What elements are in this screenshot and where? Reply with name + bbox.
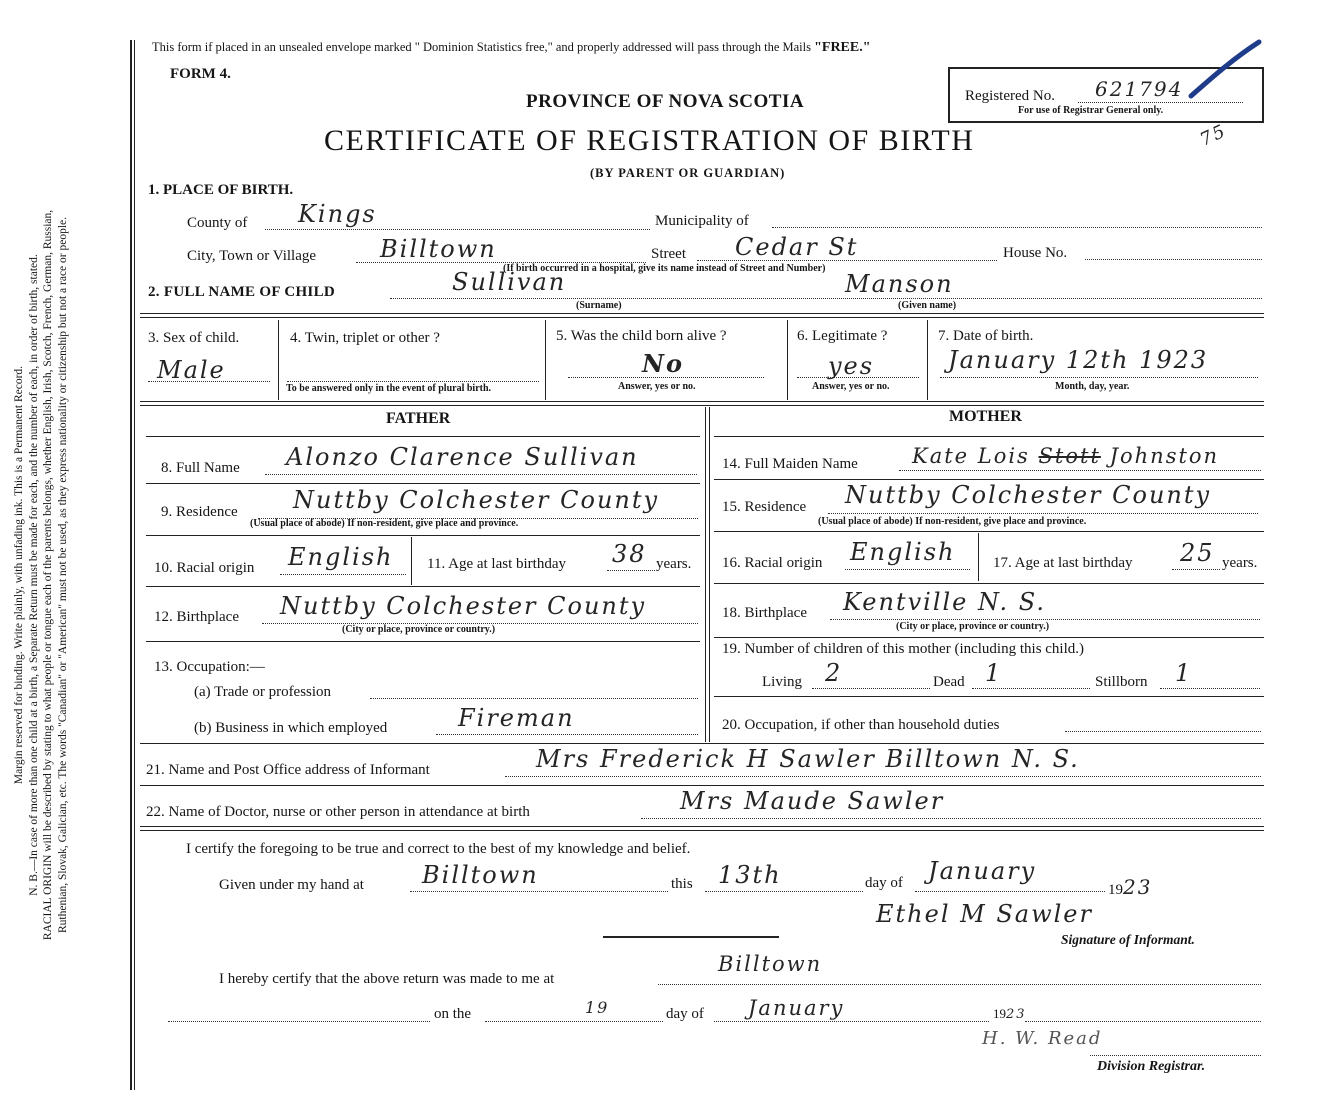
father-birthplace-caption: (City or place, province or country.) bbox=[342, 624, 496, 635]
house-no-label: House No. bbox=[1003, 245, 1068, 261]
margin-note-binding: Margin reserved for binding. Write plainly, with unfading ink. This is a Permanent Record. bbox=[13, 365, 25, 785]
given-under-label: Given under my hand at bbox=[219, 877, 364, 893]
twin-label: 4. Twin, triplet or other ? bbox=[290, 330, 440, 346]
father-age-unit: years. bbox=[656, 556, 692, 572]
mother-birthplace-value: Kentville N. S. bbox=[843, 588, 1046, 616]
legitimate-caption: Answer, yes or no. bbox=[812, 381, 890, 392]
registrar-day: 19 bbox=[585, 998, 610, 1017]
father-name-value: Alonzo Clarence Sullivan bbox=[286, 443, 639, 471]
dead-label: Dead bbox=[933, 674, 965, 690]
mother-name-struck: Stott bbox=[1038, 444, 1101, 468]
given-day: 13th bbox=[718, 861, 782, 889]
stillborn-label: Stillborn bbox=[1095, 674, 1148, 690]
mail-notice: This form if placed in an unsealed envelope marked " Dominion Statistics free," and properly addressed will pass through the Mails "FREE." bbox=[152, 40, 871, 55]
registrar-year-suffix: 23 bbox=[1006, 1007, 1027, 1022]
father-birthplace-label: 12. Birthplace bbox=[154, 609, 239, 625]
father-residence-label: 9. Residence bbox=[161, 504, 238, 520]
given-caption: (Given name) bbox=[898, 300, 957, 311]
given-place: Billtown bbox=[422, 861, 539, 889]
margin-note-multiple-births: N. B.—In case of more than one child at a birth, a Separate Return must be made for each, and the number of each, in order of birth, stated. bbox=[27, 254, 40, 896]
page-title: CERTIFICATE OF REGISTRATION OF BIRTH bbox=[324, 124, 975, 157]
page-subtitle: (BY PARENT OR GUARDIAN) bbox=[590, 166, 786, 180]
informant-value: Mrs Frederick H Sawler Billtown N. S. bbox=[536, 745, 1080, 773]
given-this-label: this bbox=[671, 876, 693, 892]
mother-age-label: 17. Age at last birthday bbox=[993, 555, 1133, 571]
given-month: January bbox=[928, 857, 1037, 885]
child-name-label: 2. FULL NAME OF CHILD bbox=[148, 284, 336, 300]
dob-caption: Month, day, year. bbox=[1055, 381, 1130, 392]
mother-occupation-label: 20. Occupation, if other than household duties bbox=[722, 717, 1000, 733]
city-label: City, Town or Village bbox=[187, 248, 317, 264]
mother-name-value bbox=[912, 444, 1219, 468]
mother-heading: MOTHER bbox=[949, 408, 1022, 425]
registrar-onthe-label: on the bbox=[434, 1006, 472, 1022]
check-mark-icon bbox=[1185, 38, 1265, 103]
mother-birthplace-caption: (City or place, province or country.) bbox=[896, 621, 1050, 632]
dead-value: 1 bbox=[985, 659, 1003, 687]
surname-caption: (Surname) bbox=[576, 300, 622, 311]
county-label: County of bbox=[187, 215, 248, 231]
margin-note-racial-origin-cont: Ruthenian, Slovak, Galician, etc. The words "Canadian" or "American" must not be used, as they express nationality or citizenship but not a race or people. bbox=[56, 216, 69, 934]
registrar-month: January bbox=[748, 996, 845, 1020]
registrar-place: Billtown bbox=[718, 952, 823, 976]
father-birthplace-value: Nuttby Colchester County bbox=[280, 592, 647, 620]
father-racial-value: English bbox=[288, 543, 394, 571]
sex-label: 3. Sex of child. bbox=[148, 330, 240, 346]
father-age-value: 38 bbox=[612, 540, 647, 568]
dob-label: 7. Date of birth. bbox=[938, 328, 1034, 344]
mother-birthplace-label: 18. Birthplace bbox=[722, 605, 807, 621]
given-year-suffix: 23 bbox=[1123, 875, 1153, 899]
living-value: 2 bbox=[825, 659, 843, 687]
informant-signature: Ethel M Sawler bbox=[876, 900, 1093, 928]
father-business-value: Fireman bbox=[458, 704, 575, 732]
city-value: Billtown bbox=[380, 235, 497, 263]
alive-value: No bbox=[642, 349, 684, 378]
mother-age-unit: years. bbox=[1222, 555, 1258, 571]
father-heading: FATHER bbox=[386, 410, 451, 427]
margin-rule bbox=[130, 40, 132, 1090]
registrar-caption: Division Registrar. bbox=[1097, 1059, 1206, 1074]
registered-no-note: For use of Registrar General only. bbox=[1018, 105, 1164, 116]
living-label: Living bbox=[762, 674, 802, 690]
certify-statement: I certify the foregoing to be true and correct to the best of my knowledge and belief. bbox=[186, 841, 691, 857]
margin-notes bbox=[12, 50, 102, 1100]
mother-name-last: Johnston bbox=[1109, 444, 1220, 468]
registrar-signature: H. W. Read bbox=[982, 1028, 1103, 1049]
child-surname: Sullivan bbox=[452, 268, 567, 296]
doctor-value: Mrs Maude Sawler bbox=[680, 787, 945, 815]
mother-name-label: 14. Full Maiden Name bbox=[722, 456, 858, 472]
twin-note: To be answered only in the event of plural birth. bbox=[286, 383, 492, 394]
margin-note-racial-origin: RACIAL ORIGIN will be described by stating to what people or tongue each of the parents belongs, whether English, Irish, Scotch, French, German, Russian, bbox=[42, 209, 54, 941]
mother-residence-value: Nuttby Colchester County bbox=[845, 481, 1212, 509]
mother-residence-label: 15. Residence bbox=[722, 499, 807, 515]
mother-residence-caption: (Usual place of abode) If non-resident, give place and province. bbox=[818, 516, 1087, 527]
street-value: Cedar St bbox=[735, 233, 859, 261]
alive-caption: Answer, yes or no. bbox=[618, 381, 696, 392]
registrar-dayof-label: day of bbox=[666, 1006, 704, 1022]
mother-racial-value: English bbox=[850, 538, 956, 566]
father-trade-label: (a) Trade or profession bbox=[194, 684, 332, 700]
mother-children-label: 19. Number of children of this mother (including this child.) bbox=[722, 641, 1085, 657]
registrar-statement: I hereby certify that the above return was made to me at bbox=[219, 971, 555, 987]
father-racial-label: 10. Racial origin bbox=[154, 560, 255, 576]
hospital-note: (If birth occurred in a hospital, give its name instead of Street and Number) bbox=[503, 263, 826, 274]
registered-no-label: Registered No. bbox=[965, 88, 1055, 104]
municipality-label: Municipality of bbox=[655, 213, 749, 229]
father-residence-caption: (Usual place of abode) If non-resident, give place and province. bbox=[250, 518, 519, 529]
alive-label: 5. Was the child born alive ? bbox=[556, 328, 727, 344]
sex-value: Male bbox=[157, 356, 226, 384]
registrar-year-prefix: 19 bbox=[993, 1006, 1006, 1021]
form-number: FORM 4. bbox=[170, 66, 231, 82]
street-label: Street bbox=[651, 246, 686, 262]
given-year-prefix: 19 bbox=[1108, 882, 1123, 898]
mother-racial-label: 16. Racial origin bbox=[722, 555, 823, 571]
father-name-label: 8. Full Name bbox=[161, 460, 240, 476]
mother-age-value: 25 bbox=[1180, 539, 1215, 567]
registrar-year bbox=[993, 1006, 1027, 1022]
stillborn-value: 1 bbox=[1175, 659, 1193, 687]
county-value: Kings bbox=[298, 200, 377, 228]
place-of-birth-heading: 1. PLACE OF BIRTH. bbox=[148, 182, 294, 198]
margin-rule-inner bbox=[134, 40, 135, 1090]
father-occupation-label: 13. Occupation:— bbox=[154, 659, 265, 675]
dob-value: January 12th 1923 bbox=[948, 346, 1209, 374]
legitimate-label: 6. Legitimate ? bbox=[797, 328, 888, 344]
father-age-label: 11. Age at last birthday bbox=[427, 556, 566, 572]
corner-mark: 75 bbox=[1196, 120, 1231, 151]
province-heading: PROVINCE OF NOVA SCOTIA bbox=[526, 91, 805, 112]
doctor-label: 22. Name of Doctor, nurse or other person in attendance at birth bbox=[146, 804, 530, 820]
informant-label: 21. Name and Post Office address of Informant bbox=[146, 762, 430, 778]
mother-name-first: Kate Lois bbox=[912, 444, 1030, 468]
signature-caption: Signature of Informant. bbox=[1061, 932, 1195, 947]
father-residence-value: Nuttby Colchester County bbox=[293, 486, 660, 514]
given-dayof-label: day of bbox=[865, 875, 903, 891]
child-given-name: Manson bbox=[845, 270, 954, 298]
father-business-label: (b) Business in which employed bbox=[194, 720, 388, 736]
legitimate-value: yes bbox=[828, 352, 875, 380]
registered-no-value: 621794 bbox=[1095, 77, 1184, 101]
given-year bbox=[1108, 875, 1152, 899]
